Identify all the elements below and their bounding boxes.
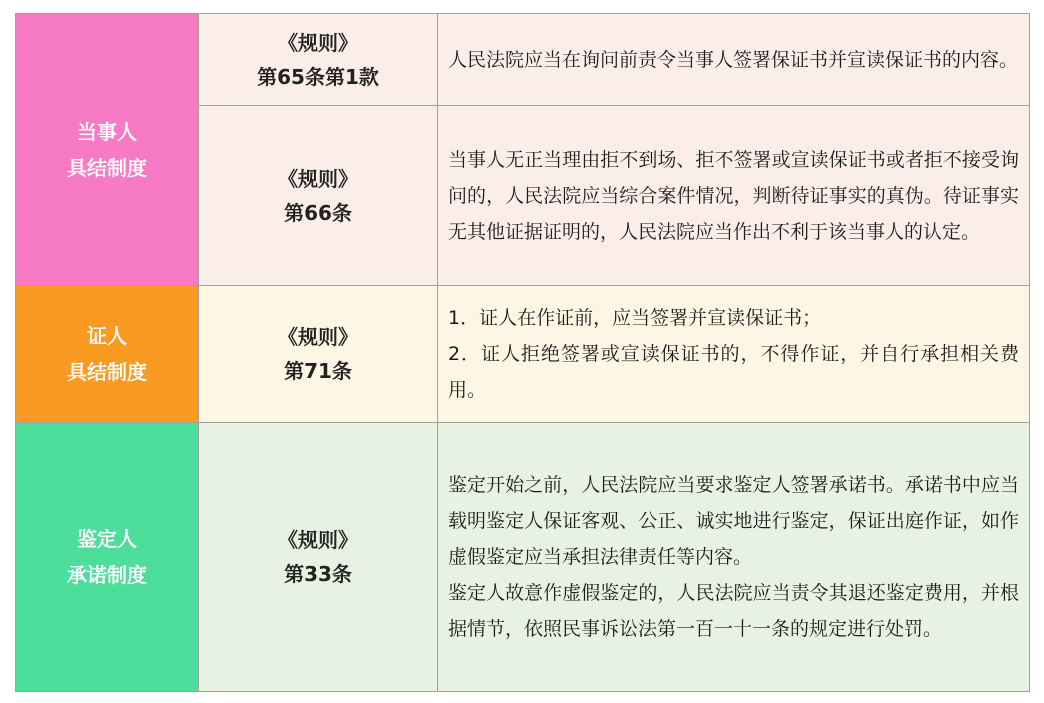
category-label: 具结制度 [67, 155, 147, 180]
rule-reference [199, 14, 438, 106]
rule-source: 《规则》 [278, 166, 358, 191]
rule-reference [199, 286, 438, 423]
table-row [16, 286, 1030, 423]
rule-source: 《规则》 [278, 30, 358, 55]
rule-reference [199, 423, 438, 692]
category-party [16, 14, 199, 286]
category-witness [16, 286, 199, 423]
rule-text: 人民法院应当在询问前责令当事人签署保证书并宣读保证书的内容。 [448, 48, 1019, 71]
category-label: 当事人 [77, 119, 137, 144]
rule-text: 1．证人在作证前，应当签署并宣读保证书； [448, 307, 822, 329]
category-label: 鉴定人 [77, 527, 137, 551]
category-label: 承诺制度 [67, 563, 147, 587]
rule-source: 《规则》 [278, 325, 358, 349]
category-label: 具结制度 [67, 360, 147, 384]
rule-description [438, 423, 1030, 692]
rule-reference [199, 106, 438, 286]
category-label: 证人 [87, 324, 127, 348]
rule-description [438, 14, 1030, 106]
rule-description [438, 286, 1030, 423]
rule-text: 当事人无正当理由拒不到场、拒不签署或宣读保证书或者拒不接受询问的，人民法院应当综合案件情况，判断待证事实的真伪。待证事实无其他证据证明的，人民法院应当作出不利于该当事人的认定。 [448, 148, 1019, 243]
rule-article: 第65条第1款 [257, 64, 379, 89]
rule-description [438, 106, 1030, 286]
table-row [16, 14, 1030, 106]
rule-article: 第71条 [284, 359, 352, 383]
category-expert [16, 423, 199, 692]
rule-article: 第66条 [284, 200, 352, 225]
rule-text: 2．证人拒绝签署或宣读保证书的，不得作证，并自行承担相关费用。 [448, 343, 1019, 401]
table-row [16, 423, 1030, 692]
rule-source: 《规则》 [278, 528, 358, 552]
rule-text: 鉴定开始之前，人民法院应当要求鉴定人签署承诺书。承诺书中应当载明鉴定人保证客观、公正、诚实地进行鉴定，保证出庭作证，如作虚假鉴定应当承担法律责任等内容。 [448, 474, 1019, 568]
rule-text: 鉴定人故意作虚假鉴定的，人民法院应当责令其退还鉴定费用，并根据情节，依照民事诉讼法第一百一十一条的规定进行处罚。 [448, 582, 1019, 640]
rule-article: 第33条 [284, 562, 352, 586]
rules-table [15, 13, 1030, 692]
